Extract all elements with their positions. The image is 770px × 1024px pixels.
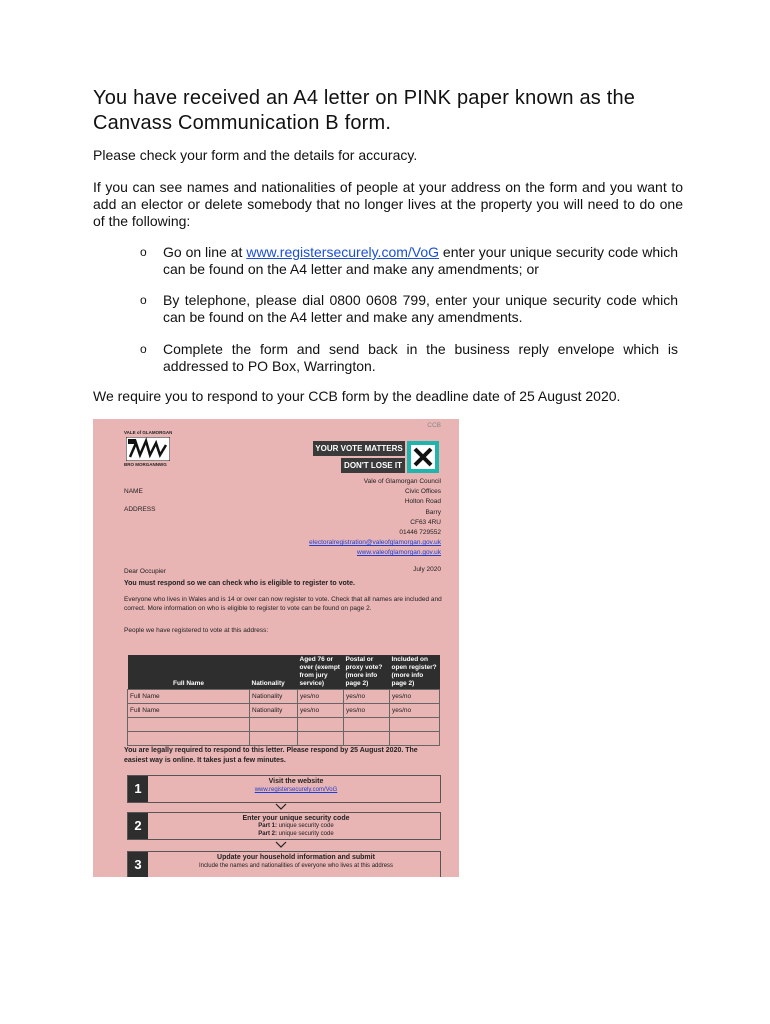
cell-open-register: [390, 732, 440, 746]
legal-requirement-text: You are legally required to respond to this letter. Please respond by 25 August 2020. The easiest way is online. It takes just a few minutes.: [124, 747, 418, 764]
step-security-code: [127, 812, 441, 840]
cell-postal: yes/no: [344, 704, 390, 718]
cell-open-register: [390, 718, 440, 732]
step-number: 2: [128, 813, 148, 839]
step-number: 1: [128, 776, 148, 802]
cell-name: [128, 718, 250, 732]
table-row: [128, 690, 440, 704]
address-label: ADDRESS: [124, 506, 156, 513]
part1-text: unique security code: [276, 823, 334, 829]
vote-matters-text: YOUR VOTE MATTERS: [313, 441, 405, 456]
cell-aged: [298, 718, 344, 732]
council-logo: [124, 430, 172, 470]
col-full-name: Full Name: [128, 655, 250, 690]
bullet-online-prefix: Go on line at: [163, 244, 247, 260]
table-row: [128, 718, 440, 732]
council-address: [309, 477, 441, 559]
table-header-row: [128, 655, 440, 690]
step-number: 3: [128, 852, 148, 877]
part1-label: Part 1:: [258, 823, 277, 829]
col-postal-proxy: Postal or proxy vote? (more info page 2): [344, 655, 390, 690]
cell-name: Full Name: [128, 704, 250, 718]
bullet-mark: o: [140, 245, 147, 259]
cell-postal: [344, 732, 390, 746]
ccb-form-image: [93, 419, 459, 877]
cell-open-register: yes/no: [390, 704, 440, 718]
bullet-telephone-text: By telephone, please dial 0800 0608 799, enter your unique security code which can be found on the A4 letter and make any amendments.: [163, 292, 678, 325]
bullet-mark: o: [140, 293, 147, 307]
council-email-link[interactable]: electoralregistration@valeofglamorgan.gov.uk: [309, 539, 441, 547]
dont-lose-text: DON'T LOSE IT: [341, 458, 405, 473]
page-heading: You have received an A4 letter on PINK paper known as the Canvass Communication B form.: [93, 87, 636, 134]
council-office: Civic Offices: [405, 488, 441, 496]
cell-nationality: [250, 718, 298, 732]
bullet-online-suffix: enter your unique security code which can be found on the A4 letter and make any amendments; or: [163, 244, 678, 277]
registered-electors-table: [127, 655, 440, 746]
cell-name: Full Name: [128, 690, 250, 704]
step-visit-website: [127, 775, 441, 803]
bullet-mark: o: [140, 342, 147, 356]
col-open-register: Included on open register? (more info page 2): [390, 655, 440, 690]
col-nationality: Nationality: [250, 655, 298, 690]
cell-aged: [298, 732, 344, 746]
ballot-x-icon: [407, 441, 439, 473]
council-phone: 01446 729552: [399, 529, 441, 537]
chevron-down-icon: [275, 841, 287, 848]
col-aged-76: Aged 76 or over (exempt from jury service): [298, 655, 344, 690]
step-update-household: [127, 851, 441, 877]
deadline-paragraph: We require you to respond to your CCB form by the deadline date of 25 August 2020.: [93, 388, 621, 404]
eligibility-info: Everyone who lives in Wales and is 14 or over can now register to vote. Check that all names are included and correct. More information on who is eligible to register to vote can be found on page 2.: [124, 596, 442, 612]
check-paragraph: Please check your form and the details for accuracy.: [93, 147, 418, 163]
step-website-link[interactable]: www.registersecurely.com/VoG: [254, 787, 338, 793]
table-row: [128, 704, 440, 718]
cell-postal: [344, 718, 390, 732]
cell-name: [128, 732, 250, 746]
must-respond-text: You must respond so we can check who is eligible to register to vote.: [124, 580, 355, 587]
logo-emblem-icon: [126, 437, 170, 461]
cell-nationality: Nationality: [250, 690, 298, 704]
logo-text-top: VALE of GLAMORGAN: [124, 430, 172, 435]
instructions-paragraph: If you can see names and nationalities of people at your address on the form and you want to add an elector or delete somebody that no longer lives at the property you will need to do one of the following:: [93, 179, 683, 229]
council-name: Vale of Glamorgan Council: [363, 478, 441, 485]
council-postcode: CF63 4RU: [410, 518, 441, 526]
form-code: CCB: [427, 422, 441, 429]
council-town: Barry: [425, 508, 441, 516]
part2-label: Part 2:: [258, 830, 277, 837]
bullet-post-text: Complete the form and send back in the business reply envelope which is addressed to PO Box, Warrington.: [163, 341, 678, 374]
step-title: Update your household information and submit: [217, 854, 375, 861]
logo-text-bottom: BRO MORGANNWG: [124, 462, 167, 467]
part2-text: unique security code: [276, 830, 334, 837]
register-securely-link[interactable]: www.registersecurely.com/VoG: [246, 244, 440, 260]
cell-nationality: Nationality: [250, 704, 298, 718]
letter-date: July 2020: [413, 566, 441, 573]
cell-aged: yes/no: [298, 704, 344, 718]
table-row: [128, 732, 440, 746]
council-website-link[interactable]: www.valeofglamorgan.gov.uk: [356, 549, 441, 557]
dear-occupier: Dear Occupier: [124, 568, 166, 575]
name-label: NAME: [124, 488, 143, 495]
cell-postal: yes/no: [344, 690, 390, 704]
registered-people-label: People we have registered to vote at this address:: [124, 627, 269, 634]
cell-nationality: [250, 732, 298, 746]
step-title: Enter your unique security code: [242, 815, 350, 822]
council-street: Holton Road: [404, 498, 441, 506]
chevron-down-icon: [275, 803, 287, 810]
vote-matters-banner: [313, 441, 441, 475]
step-title: Visit the website: [268, 778, 324, 785]
cell-open-register: yes/no: [390, 690, 440, 704]
step-subtitle: Include the names and nationalities of everyone who lives at this address: [198, 863, 394, 869]
cell-aged: yes/no: [298, 690, 344, 704]
